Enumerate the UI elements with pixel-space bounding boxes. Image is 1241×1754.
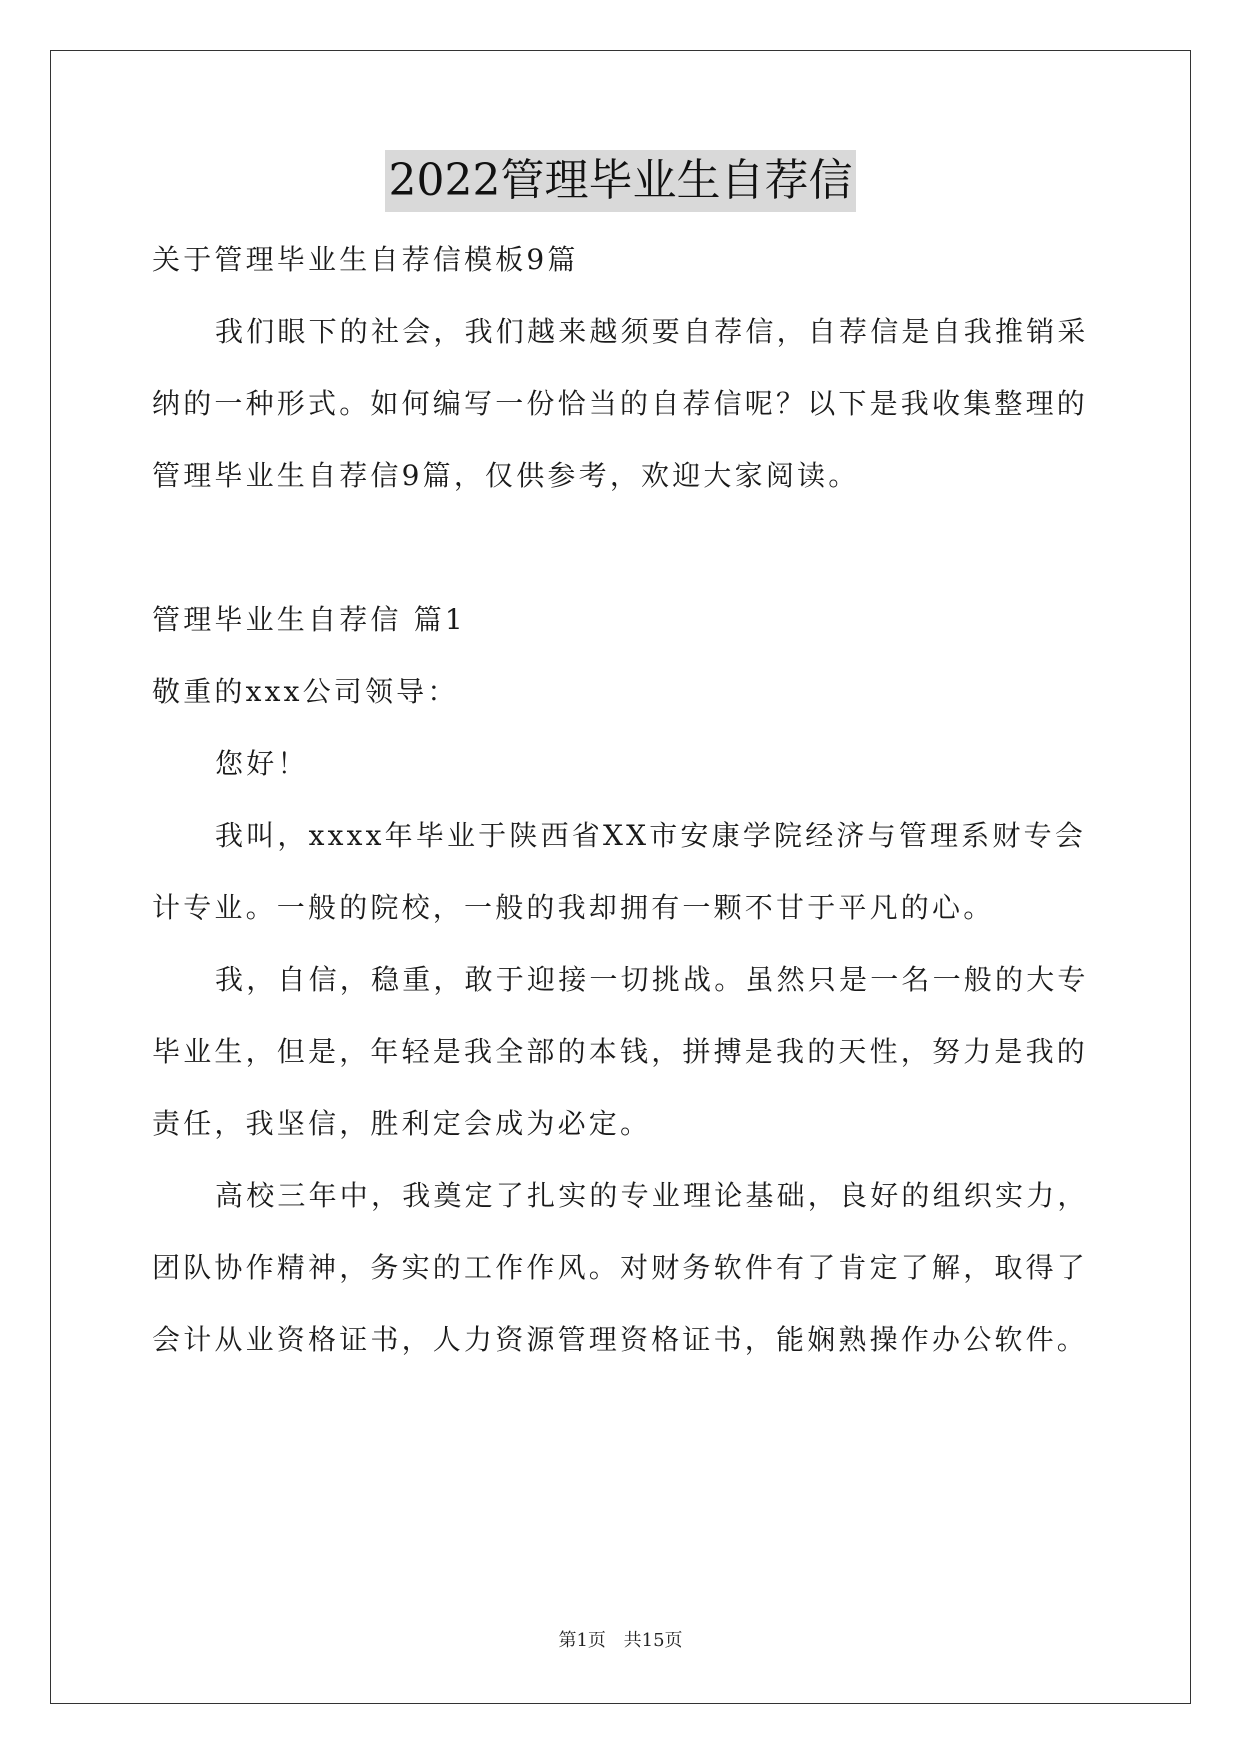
intro-paragraph-line-3: 管理毕业生自荐信9篇，仅供参考，欢迎大家阅读。 [152, 459, 860, 492]
intro-paragraph-line-2: 纳的一种形式。如何编写一份恰当的自荐信呢？以下是我收集整理的 [152, 387, 1089, 420]
body-paragraph-1-line-2: 计专业。一般的院校，一般的我却拥有一颗不甘于平凡的心。 [152, 891, 995, 924]
body-paragraph-2-line-1: 我，自信，稳重，敢于迎接一切挑战。虽然只是一名一般的大专 [215, 963, 1089, 996]
body-paragraph-3-line-3: 会计从业资格证书，人力资源管理资格证书，能娴熟操作办公软件。 [152, 1323, 1089, 1356]
body-paragraph-3-line-2: 团队协作精神，务实的工作作风。对财务软件有了肯定了解，取得了 [152, 1251, 1089, 1284]
body-paragraph-1-line-1: 我叫，xxxx年毕业于陕西省XX市安康学院经济与管理系财专会 [215, 819, 1087, 852]
document-title: 2022管理毕业生自荐信 [385, 150, 857, 212]
body-paragraph-2-line-2: 毕业生，但是，年轻是我全部的本钱，拼搏是我的天性，努力是我的 [152, 1035, 1089, 1068]
body-paragraph-2-line-3: 责任，我坚信，胜利定会成为必定。 [152, 1107, 652, 1140]
page-total: 共15页 [623, 1630, 683, 1651]
body-paragraph-3-line-1: 高校三年中，我奠定了扎实的专业理论基础，良好的组织实力， [215, 1179, 1089, 1212]
subtitle-line: 关于管理毕业生自荐信模板9篇 [152, 243, 579, 276]
title-container [0, 150, 1241, 212]
page-border [50, 50, 1191, 1704]
section-heading: 管理毕业生自荐信 篇1 [152, 603, 466, 636]
greeting: 您好！ [215, 747, 309, 780]
page-number: 第1页 [558, 1630, 606, 1651]
intro-paragraph-line-1: 我们眼下的社会，我们越来越须要自荐信，自荐信是自我推销采 [215, 315, 1089, 348]
salutation: 敬重的xxx公司领导： [152, 675, 459, 708]
page-footer [0, 1626, 1241, 1652]
